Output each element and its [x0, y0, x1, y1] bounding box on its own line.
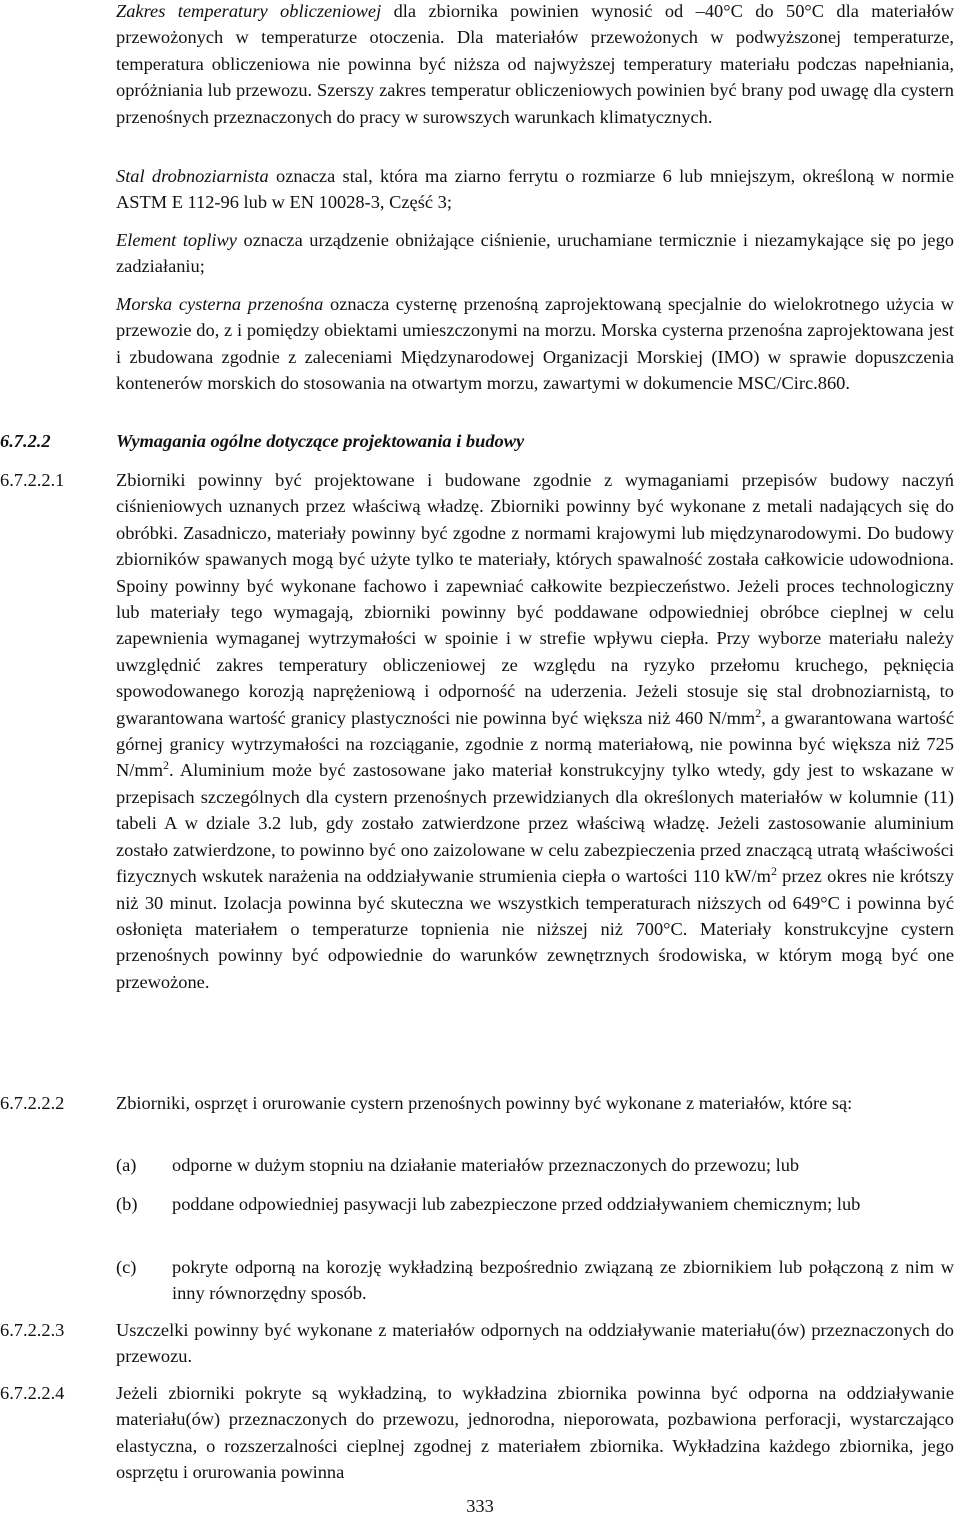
superscript: 2: [163, 758, 170, 773]
subsection-intro: Zbiorniki, osprzęt i orurowanie cystern przenośnych powinny być wykonane z materiałów, które są:: [116, 1093, 853, 1113]
list-item-label: (a): [116, 1155, 137, 1175]
superscript: 2: [755, 705, 762, 720]
paragraph-design-temperature: [116, 0, 954, 130]
list-item-text: poddane odpowiedniej pasywacji lub zabezpieczone przed oddziaływaniem chemicznym; lub: [172, 1194, 861, 1214]
list-item: [116, 1152, 954, 1182]
paragraph-text: dla zbiornika powinien wynosić od –40°C do 50°C dla materiałów przewożonych w temperaturze otoczenia. Dla materiałów przewożonych w podwyższonej temperaturze, temperatura obliczeniowa nie powinna być niższa od najwyższej temperatury materiału podczas napełniania, opróżniania lub przewozu. Szerszy zakres temperatur obliczeniowych powinien być brany pod uwagę dla cystern przenośnych przeznaczonych do pracy w surowszych warunkach klimatycznych.: [116, 1, 955, 127]
paragraph-text: oznacza urządzenie obniżające ciśnienie, uruchamiane termicznie i niezamykające się po jego zadziałaniu;: [116, 230, 954, 277]
subsection-text: Uszczelki powinny być wykonane z materiałów odpornych na oddziaływanie materiału(ów) przeznaczonych do przewozu.: [116, 1320, 954, 1367]
subsection-number: 6.7.2.2.4: [0, 1383, 65, 1403]
list-item: [116, 1254, 954, 1310]
list-item: [116, 1191, 954, 1247]
list-item-text: pokryte odporną na korozję wykładziną bezpośrednio związaną ze zbiornikiem lub połączoną z nim w inny równorzędny sposób.: [172, 1257, 954, 1304]
section-title: Wymagania ogólne dotyczące projektowania i budowy: [116, 431, 525, 451]
text-part: przez okres nie krótszy niż 30 minut. Izolacja powinna być skuteczna we wszystkich temperaturach niższych od 649°C i powinna być osłonięta materiałem o temperaturze topnienia nie niższej niż 700°C. Materiały konstrukcyjne cystern przenośnych powinny być odpowiednie do warunków zewnętrznych środowiska, w którym mogą być one przewożone.: [116, 866, 955, 992]
term-design-temperature: Zakres temperatury obliczeniowej: [116, 1, 382, 21]
text-part: Zbiorniki powinny być projektowane i budowane zgodnie z wymaganiami przepisów budowy naczyń ciśnieniowych uznanych przez właściwą władzę. Zbiorniki powinny być wykonane z metali nadających się do obróbki. Zasadniczo, materiały powinny być zgodne z normami krajowymi lub międzynarodowymi. Do budowy zbiorników spawanych mogą być użyte tylko te materiały, których spawalność została całkowicie udowodniona. Spoiny powinny być wykonane fachowo i zapewniać całkowite bezpieczeństwo. Jeżeli proces technologiczny lub materiały tego wymagają, zbiorniki powinny być poddawane odpowiedniej obróbce cieplnej w celu zapewnienia wymaganej wytrzymałości w spoinie i w strefie wpływu ciepła. Przy wyborze materiału należy uwzględnić zakres temperatury obliczeniowej ze względu na ryzyko przełomu kruchego, pęknięcia spowodowanego korozją naprężeniową i odporność na uderzenia. Jeżeli stosuje się stal drobnoziarnistą, to gwarantowana wartość granicy plastyczności nie powinna być większa niż 460 N/mm: [116, 470, 954, 728]
list-item-text: odporne w dużym stopniu na działanie materiałów przeznaczonych do przewozu; lub: [172, 1155, 800, 1175]
paragraph-fine-grain-steel: [116, 163, 954, 216]
section-number: 6.7.2.2: [0, 431, 51, 451]
subsection-number: 6.7.2.2.1: [0, 470, 65, 490]
paragraph-fusible-element: [116, 227, 954, 280]
text-part: , a gwarantowana wartość górnej granicy wytrzymałości na rozciąganie, zgodnie z normą materiałową, nie powinna być większa niż 725 N/mm: [116, 707, 954, 781]
subsection-text: [116, 467, 954, 995]
paragraph-text: oznacza cysternę przenośną zaprojektowaną specjalnie do wielokrotnego użycia w przewozie do, z i pomiędzy obiektami umieszczonymi na morzu. Morska cysterna przenośna zaprojektowana jest i zbudowana zgodnie z zaleceniami Międzynarodowej Organizacji Morskiej (IMO) w sprawie dopuszczenia kontenerów morskich do stosowania na otwartym morzu, zawartymi w dokumencie MSC/Circ.860.: [116, 294, 955, 394]
list-item-label: (b): [116, 1194, 138, 1214]
term-fine-grain-steel: Stal drobnoziarnista: [116, 166, 269, 186]
paragraph-offshore-tank: [116, 291, 954, 397]
subsection-text: Jeżeli zbiorniki pokryte są wykładziną, to wykładzina zbiornika powinna być odporna na oddziaływanie materiału(ów) przeznaczonych do przewozu, jednorodna, nieporowata, pozbawiona perforacji, wystarczająco elastyczna, o rozszerzalności cieplnej zgodnej z materiałem zbiornika. Wykładzina każdego zbiornika, jego osprzętu i orurowania powinna: [116, 1383, 954, 1483]
term-fusible-element: Element topliwy: [116, 230, 237, 250]
text-part: . Aluminium może być zastosowane jako materiał konstrukcyjny tylko wtedy, gdy jest to wskazane w przepisach szczególnych dla cystern przenośnych przewidzianych dla określonych materiałów w kolumnie (11) tabeli A w dziale 3.2 lub, gdy zostało zatwierdzone przez właściwą władzę. Jeżeli zastosowanie aluminium zostało zatwierdzone, to powinno być ono zaizolowane w celu zabezpieczenia przed znaczącą utratą właściwości fizycznych wskutek narażenia na oddziaływanie strumienia ciepła o wartości 110 kW/m: [116, 760, 954, 887]
paragraph-text: oznacza stal, która ma ziarno ferrytu o rozmiarze 6 lub mniejszym, określoną w normie ASTM E 112-96 lub w EN 10028-3, Część 3;: [116, 166, 955, 213]
subsection-number: 6.7.2.2.3: [0, 1320, 65, 1340]
subsection-number: 6.7.2.2.2: [0, 1093, 65, 1113]
term-offshore-tank: Morska cysterna przenośna: [116, 294, 324, 314]
list-item-label: (c): [116, 1257, 137, 1277]
superscript: 2: [770, 864, 777, 879]
page-number: 333: [466, 1496, 494, 1516]
